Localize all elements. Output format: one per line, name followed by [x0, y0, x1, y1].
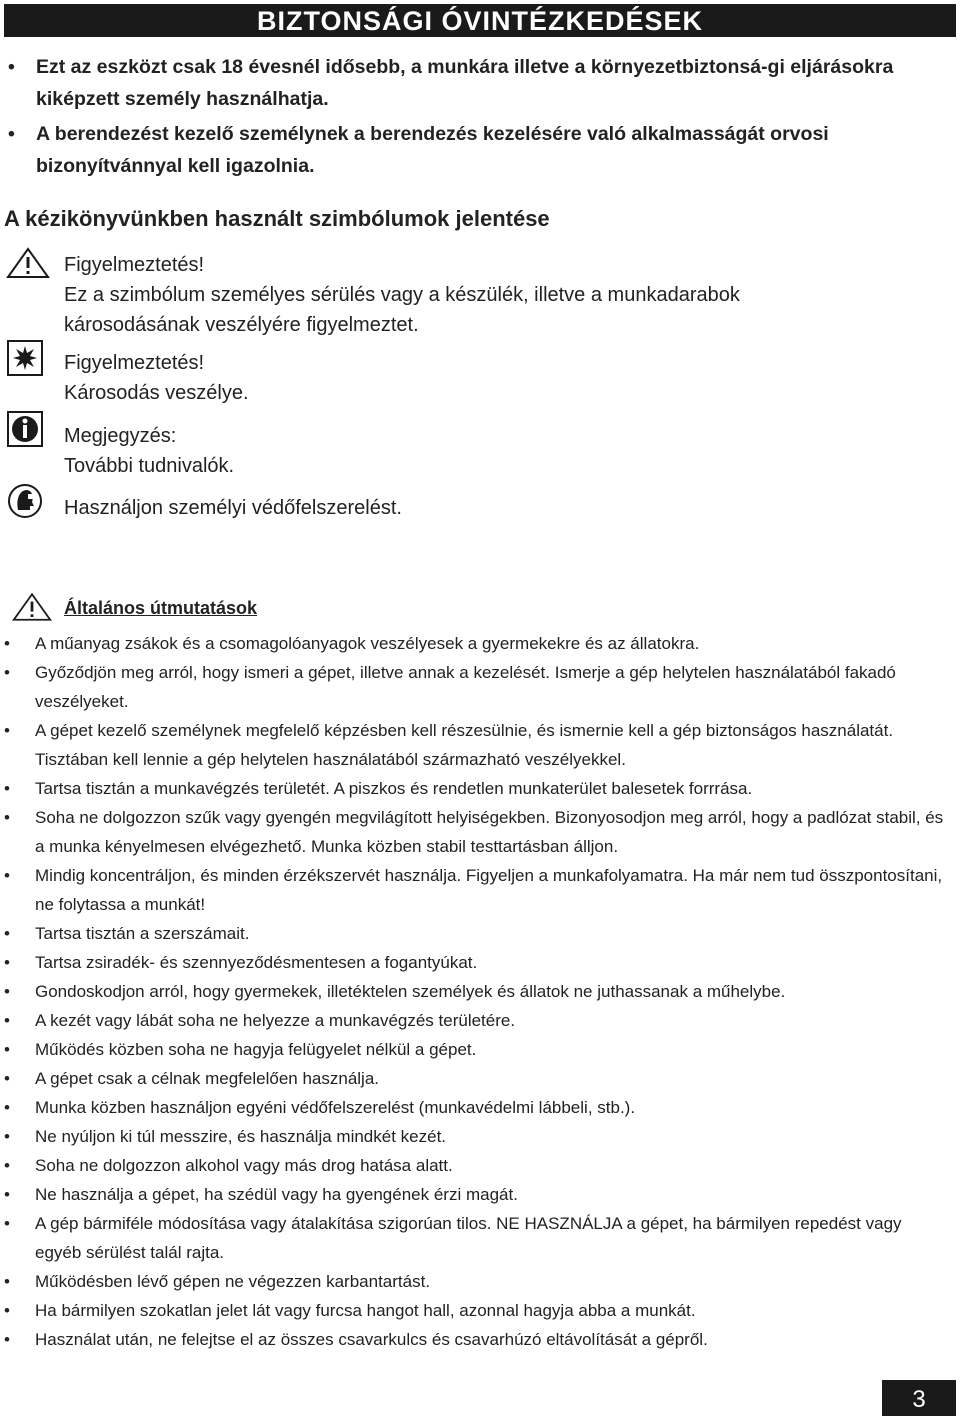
- list-item: • Ha bármilyen szokatlan jelet lát vagy furcsa hangot hall, azonnal hagyja abba a munkát.: [4, 1296, 944, 1325]
- list-item: • A gép bármiféle módosítása vagy átalakítása szigorúan tilos. NE HASZNÁLJA a gépet, ha bármilyen repedést vagy egyéb sérülést talál rajta.: [4, 1209, 944, 1267]
- list-item: • Soha ne dolgozzon szűk vagy gyengén megvilágított helyiségekben. Bizonyosodjon meg arról, hogy a padlózat stabil, és a munka kényelmesen elvégezhető. Munka közben stabil testtartásban álljon.: [4, 803, 944, 861]
- list-item: • A műanyag zsákok és a csomagolóanyagok veszélyesek a gyermekekre és az állatokra.: [4, 629, 944, 658]
- symbols-heading: A kézikönyvünkben használt szimbólumok jelentése: [4, 206, 550, 231]
- warning-triangle-icon: [12, 592, 52, 622]
- page-number: 3: [882, 1380, 956, 1416]
- damage-title: Figyelmeztetés!: [64, 352, 205, 374]
- intro-list: [8, 51, 953, 185]
- list-item: • Gondoskodjon arról, hogy gyermekek, illetéktelen személyek és állatok ne juthassanak a műhelybe.: [4, 977, 944, 1006]
- list-item: • Működés közben soha ne hagyja felügyelet nélkül a gépet.: [4, 1035, 944, 1064]
- note-title: Megjegyzés:: [64, 425, 177, 447]
- page-title: BIZTONSÁGI ÓVINTÉZKEDÉSEK: [4, 4, 956, 37]
- list-item: • Tartsa tisztán a munkavégzés területét. A piszkos és rendetlen munkaterület balesetek forrrása.: [4, 774, 944, 803]
- warning-line1: Ez a szimbólum személyes sérülés vagy a készülék, illetve a munkadarabok: [64, 284, 740, 306]
- note-text: További tudnivalók.: [64, 455, 235, 477]
- list-item: • A kezét vagy lábát soha ne helyezze a munkavégzés területére.: [4, 1006, 944, 1035]
- list-item: • A gépet csak a célnak megfelelően használja.: [4, 1064, 944, 1093]
- damage-text: Károsodás veszélye.: [64, 382, 249, 404]
- list-item: • Mindig koncentráljon, és minden érzékszervét használja. Figyeljen a munkafolyamatra. Ha már nem tud összpontosítani, ne folytassa a munkát!: [4, 861, 944, 919]
- list-item: • A gépet kezelő személynek megfelelő képzésben kell részesülnie, és ismernie kell a gép biztonságos használatát. Tisztában kell lennie a gép helytelen használatából származható veszélyekkel.: [4, 716, 944, 774]
- list-item: • Ne használja a gépet, ha szédül vagy ha gyengének érzi magát.: [4, 1180, 944, 1209]
- damage-burst-icon: [6, 339, 44, 377]
- list-item: • Soha ne dolgozzon alkohol vagy más drog hatása alatt.: [4, 1151, 944, 1180]
- list-item: • Tartsa tisztán a szerszámait.: [4, 919, 944, 948]
- warning-triangle-icon: [6, 247, 50, 279]
- list-item: • Győződjön meg arról, hogy ismeri a gépet, illetve annak a kezelését. Ismerje a gép helytelen használatából fakadó veszélyeket.: [4, 658, 944, 716]
- protective-gear-icon: [6, 482, 44, 520]
- info-icon: [6, 410, 44, 448]
- warning-title: Figyelmeztetés!: [64, 254, 205, 276]
- intro-item: • Ezt az eszközt csak 18 évesnél idősebb, a munkára illetve a környezetbiztonsá-gi eljárásokra kiképzett személy használhatja.: [8, 51, 953, 115]
- ppe-text: Használjon személyi védőfelszerelést.: [64, 497, 402, 519]
- list-item: • Használat után, ne felejtse el az összes csavarkulcs és csavarhúzó eltávolítását a gépről.: [4, 1325, 944, 1354]
- list-item: • Működésben lévő gépen ne végezzen karbantartást.: [4, 1267, 944, 1296]
- general-instructions-list: [4, 629, 944, 1354]
- intro-item: • A berendezést kezelő személynek a berendezés kezelésére való alkalmasságát orvosi bizonyítvánnyal kell igazolnia.: [8, 118, 953, 182]
- list-item: • Ne nyúljon ki túl messzire, és használja mindkét kezét.: [4, 1122, 944, 1151]
- warning-line2: károsodásának veszélyére figyelmeztet.: [64, 314, 419, 336]
- list-item: • Tartsa zsiradék- és szennyeződésmentesen a fogantyúkat.: [4, 948, 944, 977]
- general-heading: Általános útmutatások: [64, 598, 258, 618]
- list-item: • Munka közben használjon egyéni védőfelszerelést (munkavédelmi lábbeli, stb.).: [4, 1093, 944, 1122]
